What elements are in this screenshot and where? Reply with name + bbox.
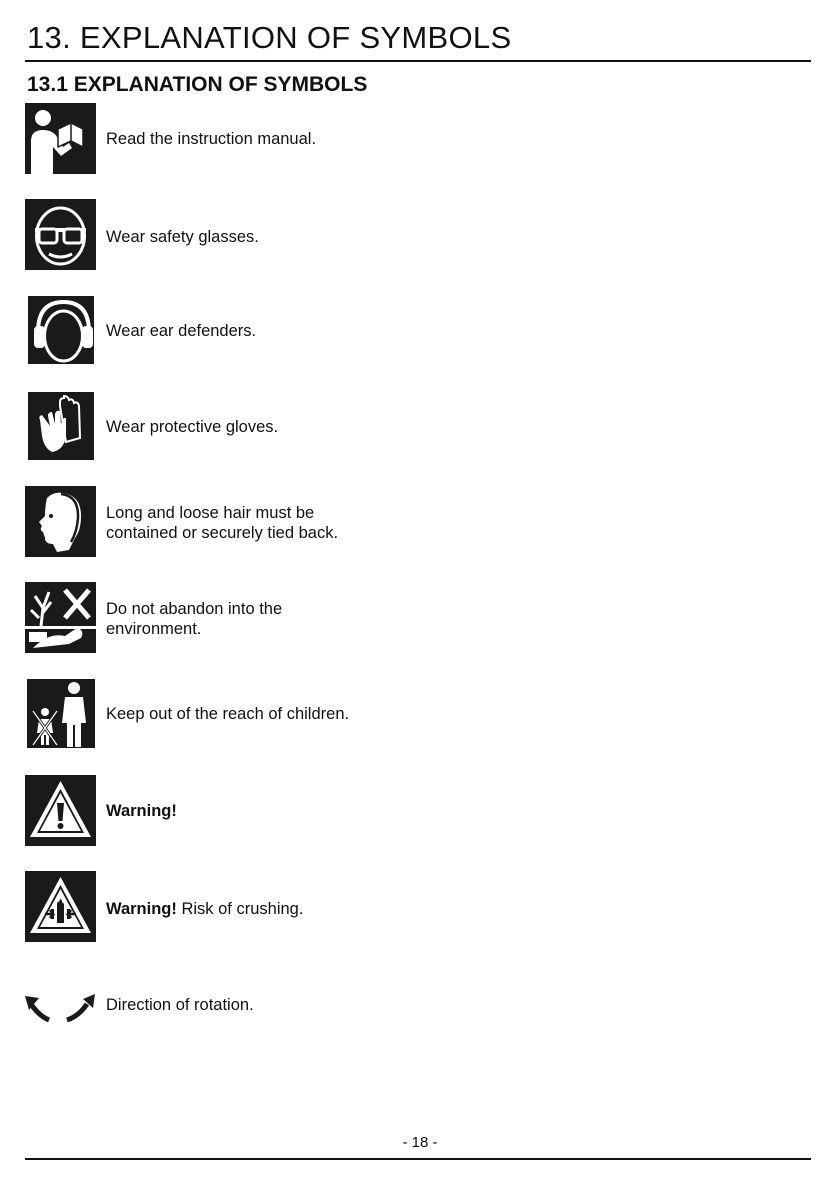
footer-divider [25, 1158, 811, 1160]
symbol-description-line2: contained or securely tied back. [106, 524, 339, 542]
symbol-description-line1: Do not abandon into the [106, 600, 283, 618]
symbol-row-children [25, 679, 725, 751]
rotation-arrows-icon [25, 982, 96, 1053]
symbol-description: Read the instruction manual. [106, 130, 317, 148]
warning-label: Warning! [106, 802, 177, 820]
title-divider [25, 60, 811, 62]
keep-from-children-icon [27, 679, 95, 748]
symbol-description [106, 801, 177, 821]
symbol-row-ear-defenders [25, 296, 725, 368]
ear-defenders-icon [28, 296, 94, 364]
section-title: 13.1 EXPLANATION OF SYMBOLS [27, 73, 368, 96]
warning-icon [25, 775, 96, 846]
hair-tied-back-icon [25, 486, 96, 557]
symbol-description: Keep out of the reach of children. [106, 705, 350, 723]
symbol-row-warning [25, 775, 725, 847]
symbol-row-read-manual [25, 103, 725, 175]
no-abandon-environment-icon [25, 582, 96, 653]
symbol-row-rotation [25, 982, 725, 1054]
symbol-description: Warning! Risk of crushing. [106, 900, 304, 918]
symbol-description: Wear safety glasses. [106, 228, 259, 246]
symbol-description: Wear protective gloves. [106, 418, 279, 436]
read-manual-icon [25, 103, 96, 174]
symbol-description: Wear ear defenders. [106, 322, 257, 340]
page-title: 13. EXPLANATION OF SYMBOLS [27, 20, 512, 55]
symbol-row-hair [25, 486, 725, 558]
symbol-description-line1: Long and loose hair must be [106, 504, 315, 522]
symbol-row-crushing [25, 871, 725, 943]
page-number: - 18 - [402, 1134, 438, 1151]
symbol-row-safety-glasses [25, 199, 725, 271]
protective-gloves-icon [28, 392, 94, 460]
symbol-row-protective-gloves [25, 392, 725, 464]
symbol-description [106, 599, 282, 639]
symbol-description [106, 503, 338, 543]
warning-label: Warning! [106, 900, 177, 918]
safety-glasses-icon [25, 199, 96, 270]
symbol-description-line2: environment. [106, 620, 202, 638]
symbol-row-environment [25, 582, 725, 654]
crushing-warning-icon [25, 871, 96, 942]
symbol-description: Direction of rotation. [106, 996, 254, 1014]
